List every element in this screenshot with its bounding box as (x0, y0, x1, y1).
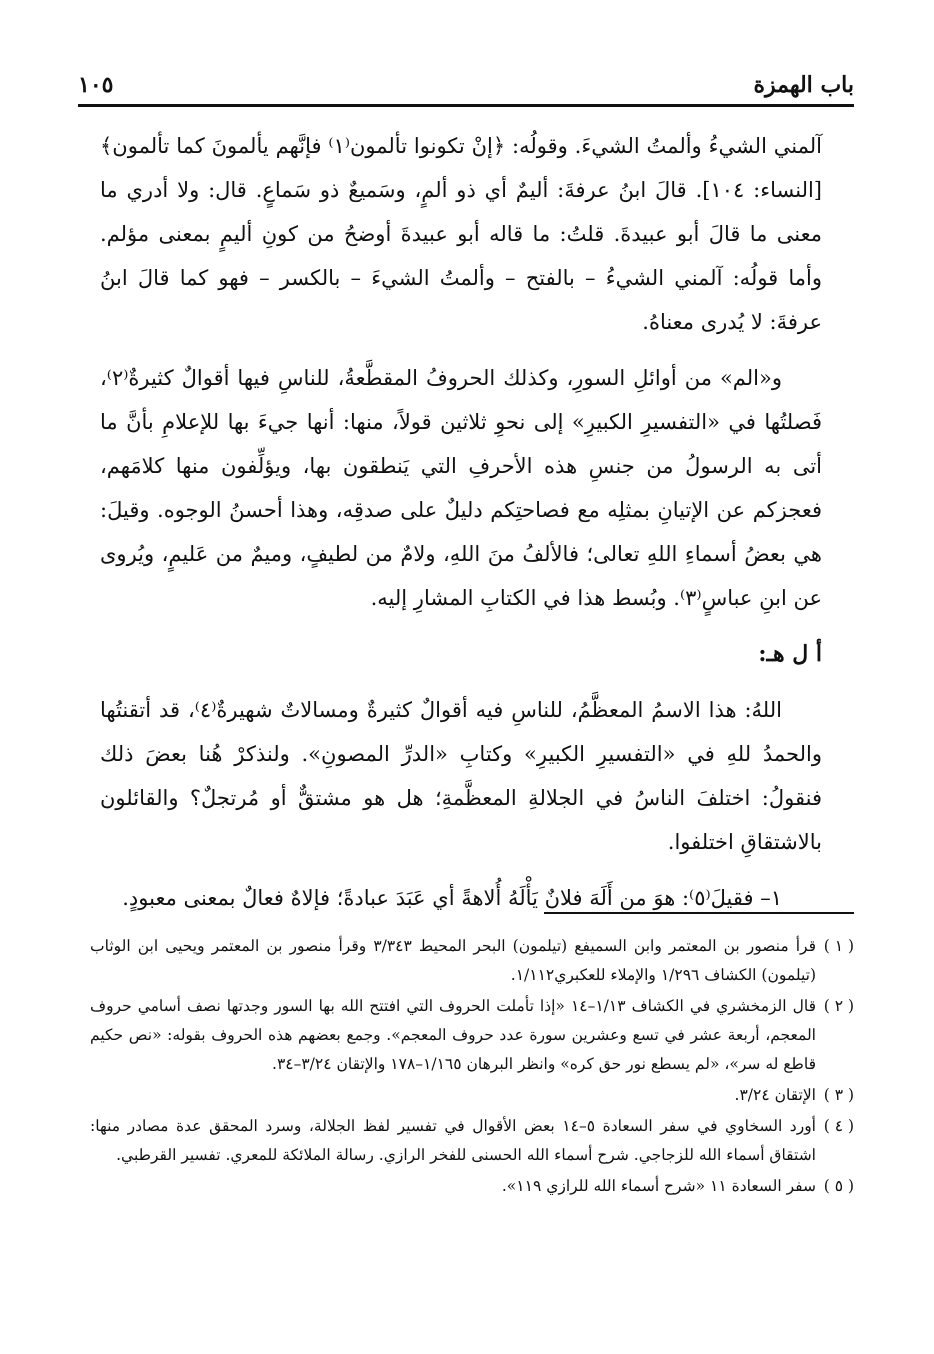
footnote-text: سفر السعادة ١١ «شرح أسماء الله للرازي ١١٩». (501, 1177, 816, 1195)
header-rule (78, 104, 854, 107)
footnote-number: ( ١ ) (823, 937, 854, 955)
footnote-separator (544, 912, 854, 914)
footnote (90, 1172, 854, 1201)
footnote (90, 992, 854, 1079)
running-head: باب الهمزة (753, 72, 854, 98)
footnote-number: ( ٤ ) (823, 1117, 854, 1135)
footnote (90, 932, 854, 990)
body-paragraph: و«الم» من أوائلِ السورِ، وكذلك الحروفُ المقطَّعةُ، للناسِ فيها أقوالٌ كثيرةٌ⁽٢⁾، فَصلتُها في «التفسيرِ الكبيرِ» إلى نحوِ ثلاثين قولاً، منها: أنها جيءَ بها للإعلامِ بأنَّ ما أتى به الرسولُ من جنسِ هذه الأحرفِ التي يَنطقون بها، ويؤلِّفون منها كلامَهم، فعجزكم عن الإتيانِ بمثلِه مع فصاحتِكم دليلٌ على صدقِه، وهذا أحسنُ الوجوه. وقيلَ: هي بعضُ أسماءِ اللهِ تعالى؛ فالألفُ منَ اللهِ، ولامٌ من لطيفٍ، وميمٌ من عَليمٍ، ويُروى عن ابنِ عباسٍ⁽٣⁾. وبُسط هذا في الكتابِ المشارِ إليه. (100, 366, 822, 610)
footnote-number: ( ٢ ) (823, 997, 854, 1015)
footnote (90, 1112, 854, 1170)
footnote-number: ( ٣ ) (823, 1086, 854, 1104)
footnote-text: قال الزمخشري في الكشاف ١/١٣–١٤ «إذا تأملت الحروف التي افتتح الله بها السور وجدتها نصف أسامي حروف المعجم، أربعة عشر في تسع وعشرين سورة عدد حروف المعجم». وجمع بعضهم هذه الحروف بقوله: «نص حكيم قاطع له سر»، «لم يسطع نور حق كره» وانظر البرهان ١/١٦٥–١٧٨ والإتقان ٣/٢٤–٣٤. (90, 997, 816, 1073)
footnotes (90, 932, 854, 1203)
page-number: ١٠٥ (78, 72, 114, 98)
body-paragraph: آلمني الشيءُ وألمتُ الشيءَ. وقولُه: ﴿إنْ تكونوا تألمون⁽١⁾ فإنَّهم يألمونَ كما تألمون﴾ [النساء: ١٠٤]. قالَ ابنُ عرفةَ: أليمٌ أي ذو ألمٍ، وسَميعٌ ذو سَماعٍ. قال: ولا أدري ما معنى ما قالَ أبو عبيدةَ. قلتُ: ما قاله أبو عبيدةَ أوضحُ من كونِ أليمٍ بمعنى مؤلم. وأما قولُه: آلمني الشيءُ – بالفتح – وألمتُ الشيءَ – بالكسر – فهو كما قالَ ابنُ عرفةَ: لا يُدرى معناهُ. (100, 134, 823, 334)
main-text (100, 124, 822, 932)
footnote-text: قرأ منصور بن المعتمر وابن السميفع (تيلمون) البحر المحيط ٣/٣٤٣ وقرأ منصور بن المعتمر ويحيى ابن الوثاب (تيلمون) الكشاف ١/٢٩٦ والإملاء للعكبري١/١١٢. (90, 937, 816, 984)
body-paragraph: اللهُ: هذا الاسمُ المعظَّمُ، للناسِ فيه أقوالٌ كثيرةٌ ومسالاتٌ شهيرةٌ⁽٤⁾، قد أتقنتُها والحمدُ للهِ في «التفسيرِ الكبيرِ» وكتابِ «الدرِّ المصونِ». ولنذكرْ هُنا بعضَ ذلك فنقولُ: اختلفَ الناسُ في الجلالةِ المعظَّمةِ؛ هل هو مشتقٌّ أو مُرتجلٌ؟ والقائلون بالاشتقاقِ اختلفوا. (100, 698, 822, 854)
section-heading: أ ل هـ: (758, 641, 822, 667)
footnote-text: الإتقان ٣/٢٤. (734, 1086, 816, 1104)
body-paragraph: ١– فقيلَ⁽٥⁾: هوَ من أَلَهَ فلانٌ يَأْلَهُ أُلاهةً أي عَبَدَ عبادةً؛ فإلاهٌ فعالٌ بمعنى معبودٍ. (122, 886, 782, 910)
footnote (90, 1081, 854, 1110)
footnote-text: أورد السخاوي في سفر السعادة ٥–١٤ بعض الأقوال في تفسير لفظ الجلالة، وسرد المحقق عدة مصادر منها: اشتقاق أسماء الله للزجاجي. شرح أسماء الله الحسنى للفخر الرازي. رسالة الملائكة للمعري. تفسير القرطبي. (90, 1117, 816, 1164)
page-header (78, 58, 854, 98)
footnote-number: ( ٥ ) (823, 1177, 854, 1195)
